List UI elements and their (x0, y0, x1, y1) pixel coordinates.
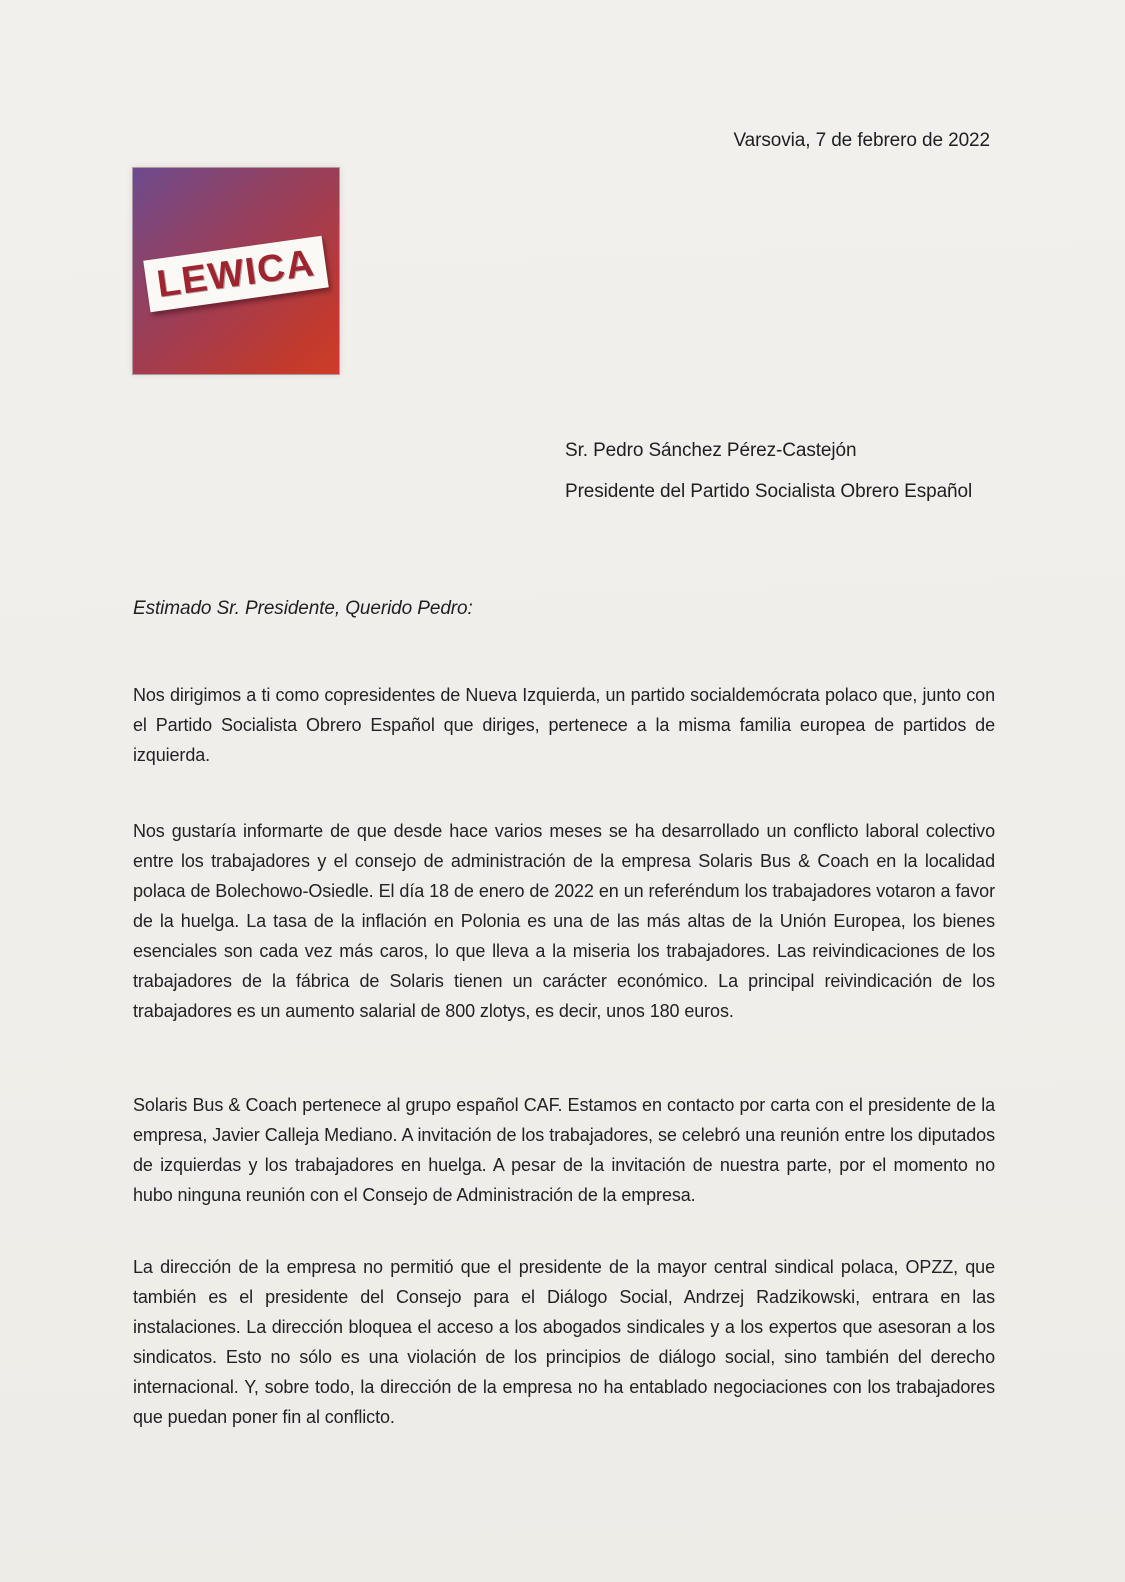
lewica-logo-text: LEWICA (154, 241, 318, 306)
lewica-logo-banner (143, 236, 328, 313)
paragraph-management-criticism: La dirección de la empresa no permitió que el presidente de la mayor central sindical polaca, OPZZ, que también es el presidente del Consejo para el Diálogo Social, Andrzej Radzikowski, entrara en las instalaciones. La dirección bloquea el acceso a los abogados sindicales y a los expertos que asesoran a los sindicatos. Esto no sólo es una violación de los principios de diálogo social, sino también del derecho internacional. Y, sobre todo, la dirección de la empresa no ha entablado negociaciones con los trabajadores que puedan poner fin al conflicto. (133, 1257, 995, 1427)
recipient-title: Presidente del Partido Socialista Obrero Español (565, 481, 973, 502)
lewica-logo (133, 168, 339, 374)
paragraph-introduction: Nos dirigimos a ti como copresidentes de Nueva Izquierda, un partido socialdemócrata polaco que, junto con el Partido Socialista Obrero Español que diriges, pertenece a la misma familia europea de partidos de izquierda. (133, 685, 995, 765)
recipient-name: Sr. Pedro Sánchez Pérez-Castejón (565, 440, 857, 461)
dateline: Varsovia, 7 de febrero de 2022 (733, 130, 990, 151)
recipient-block (565, 430, 972, 512)
paragraph-conflict-description: Nos gustaría informarte de que desde hace varios meses se ha desarrollado un conflicto laboral colectivo entre los trabajadores y el consejo de administración de la empresa Solaris Bus & Coach en la localidad polaca de Bolechowo-Osiedle. El día 18 de enero de 2022 en un referéndum los trabajadores votaron a favor de la huelga. La tasa de la inflación en Polonia es una de las más altas de la Unión Europea, los bienes esenciales son cada vez más caros, lo que lleva a la miseria los trabajadores. Las reivindicaciones de los trabajadores de la fábrica de Solaris tienen un carácter económico. La principal reivindicación de los trabajadores es un aumento salarial de 800 zlotys, es decir, unos 180 euros. (133, 821, 995, 1021)
paragraph-caf-contact: Solaris Bus & Coach pertenece al grupo español CAF. Estamos en contacto por carta con el presidente de la empresa, Javier Calleja Mediano. A invitación de los trabajadores, se celebró una reunión entre los diputados de izquierdas y los trabajadores en huelga. A pesar de la invitación de nuestra parte, por el momento no hubo ninguna reunión con el Consejo de Administración de la empresa. (133, 1095, 995, 1205)
salutation: Estimado Sr. Presidente, Querido Pedro: (133, 598, 473, 619)
